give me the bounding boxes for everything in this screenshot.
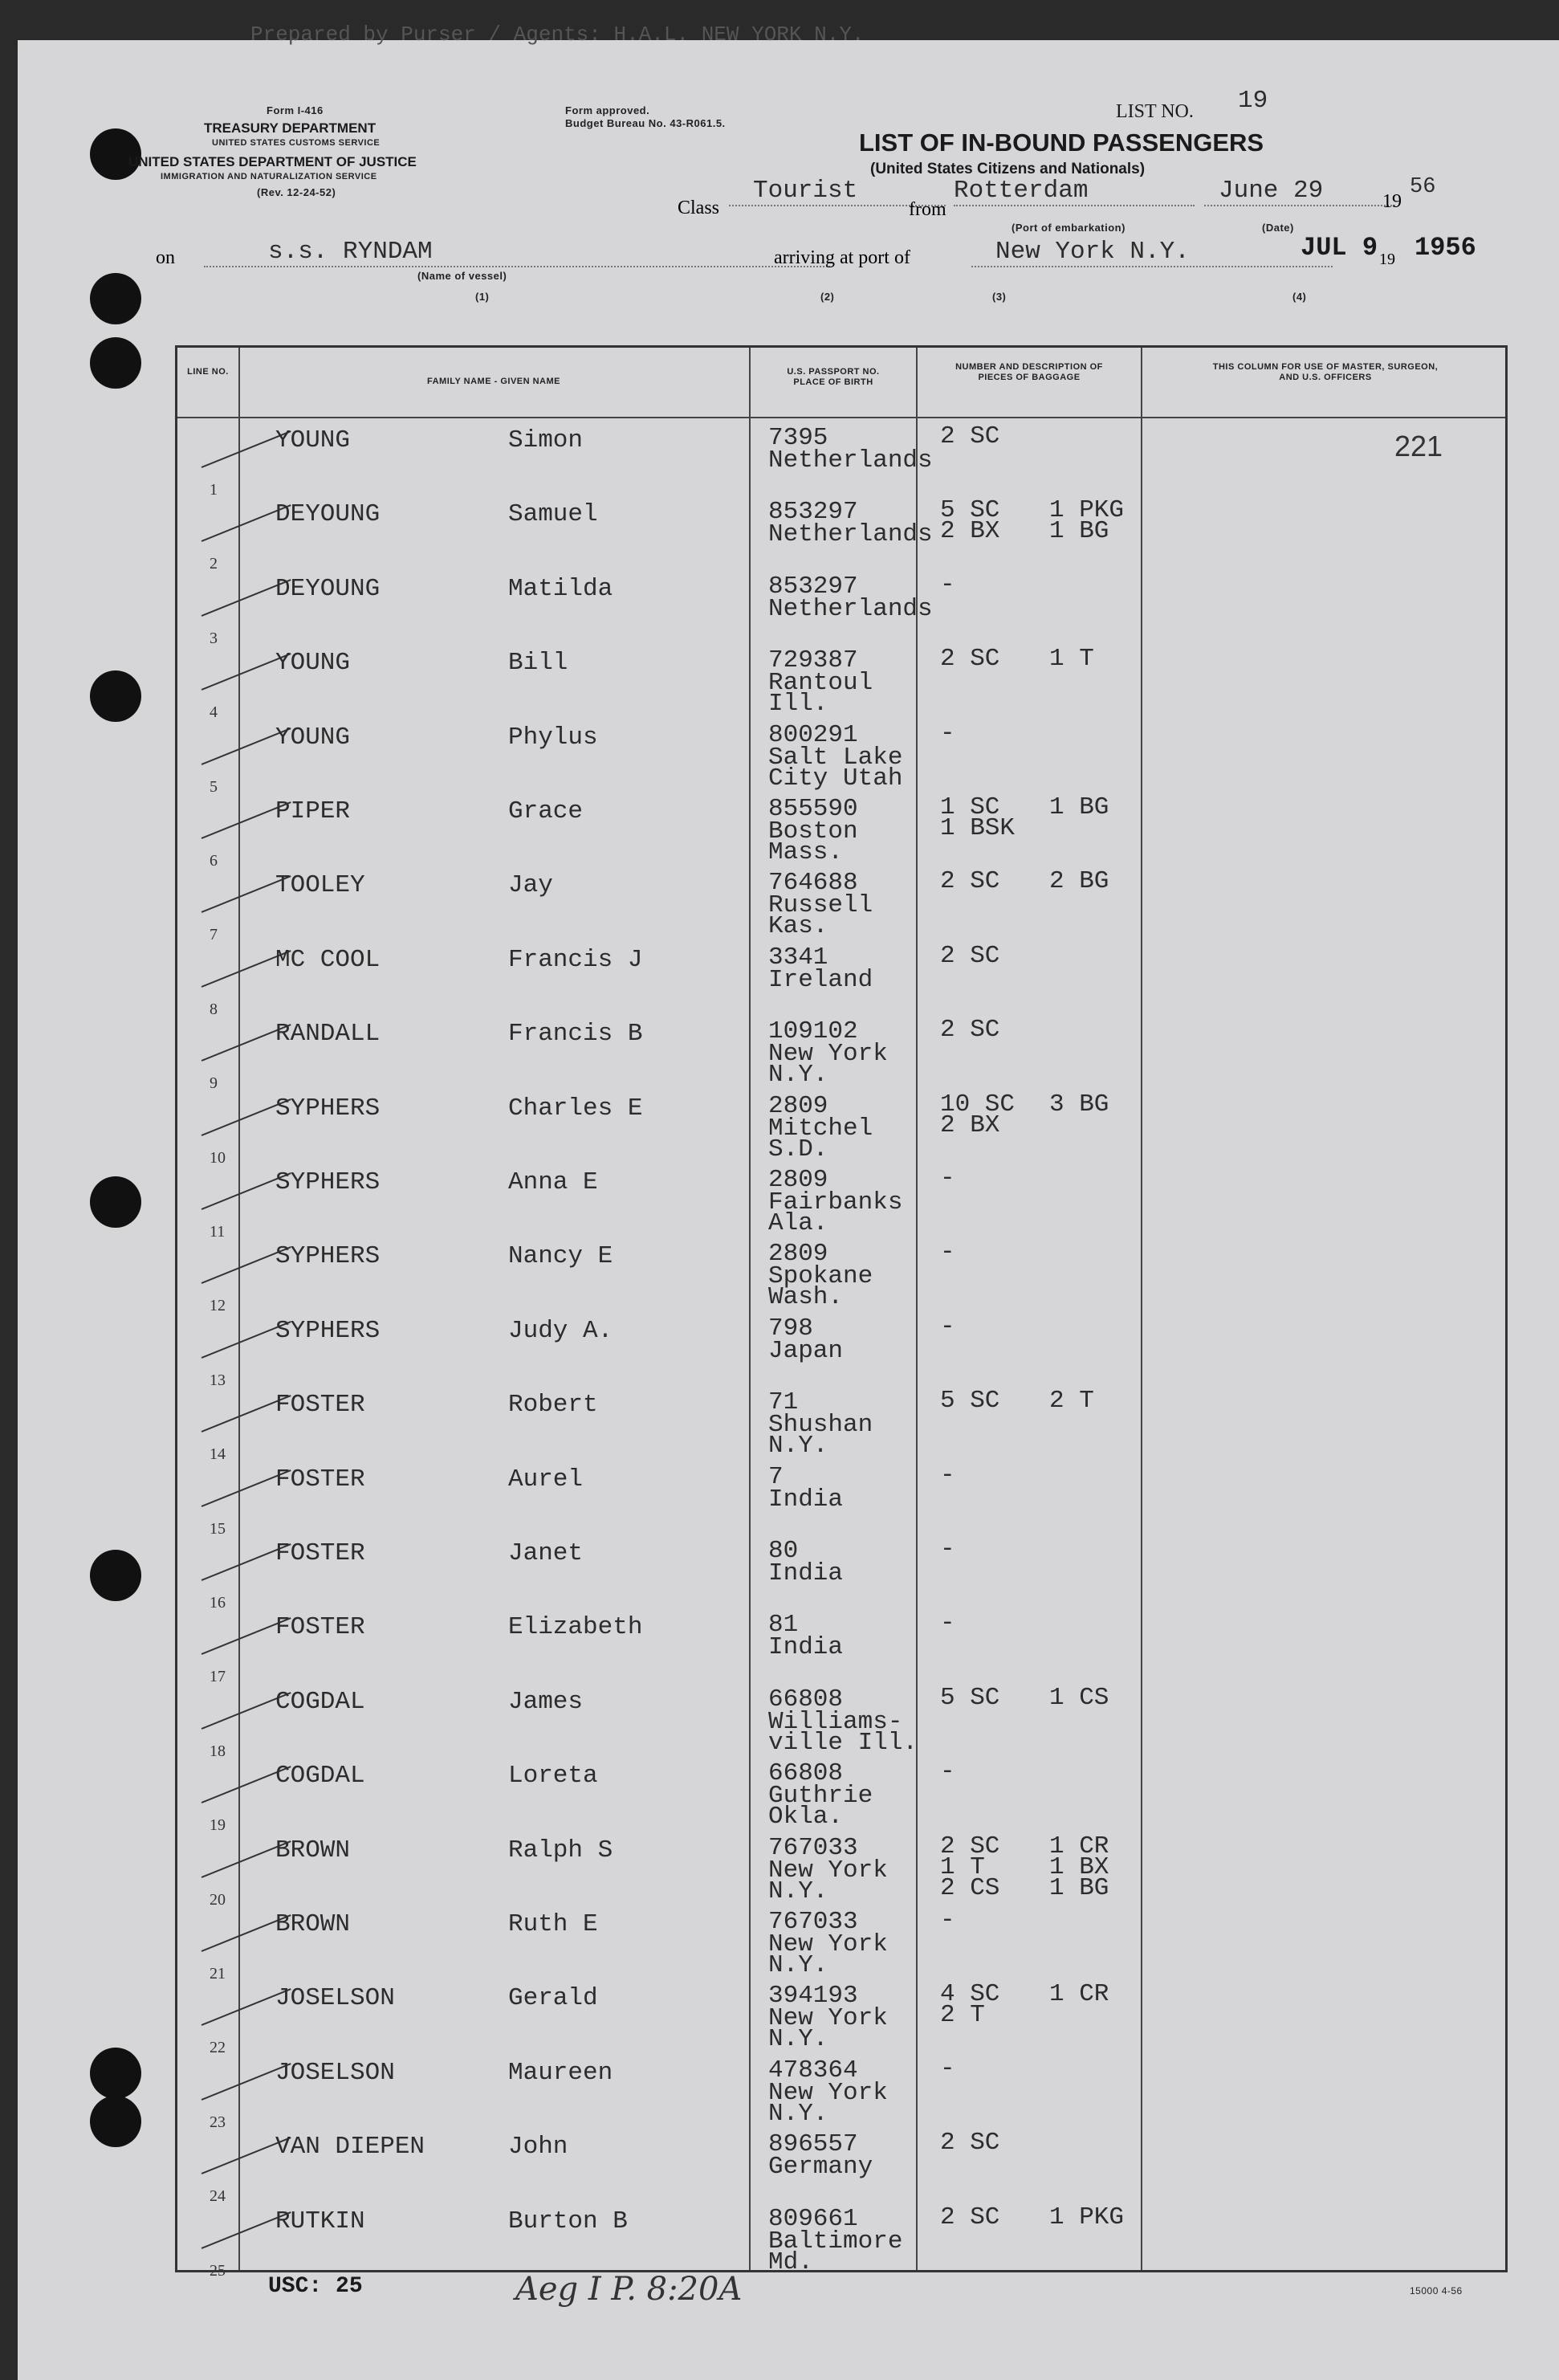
class-label: Class: [678, 198, 720, 218]
family-name: MC COOL: [275, 945, 381, 974]
passport-cell: [768, 646, 937, 719]
place-of-birth: New York N.Y.: [768, 2004, 888, 2054]
header-baggage: NUMBER AND DESCRIPTION OF PIECES OF BAGGAGE: [955, 362, 1103, 382]
passport-number: 729387: [768, 646, 858, 675]
given-name: Simon: [508, 426, 584, 454]
given-name: Janet: [508, 1539, 584, 1567]
baggage-count: -: [940, 1609, 955, 1638]
given-name: Aurel: [508, 1465, 584, 1494]
passport-cell: [768, 943, 937, 994]
passport-cell: [768, 1537, 937, 1587]
given-name: Phylus: [508, 723, 598, 752]
given-name: Ralph S: [508, 1836, 613, 1864]
table-row: [177, 1902, 1505, 1983]
given-name: John: [508, 2133, 568, 2162]
given-name: Nancy E: [508, 1242, 613, 1271]
arrival-year: 1956: [1414, 233, 1476, 263]
place-of-birth: Fairbanks Ala.: [768, 1188, 903, 1237]
baggage-count: 2 SC: [940, 941, 1000, 970]
col-num-3: (3): [992, 291, 1007, 303]
given-name: Samuel: [508, 500, 598, 529]
given-name: Charles E: [508, 1094, 643, 1123]
passport-number: 7395: [768, 424, 828, 452]
line-number: 25: [210, 2261, 226, 2280]
family-name: RUTKIN: [275, 2207, 365, 2235]
line-number: 1: [210, 481, 218, 499]
passport-cell: [768, 1017, 937, 1090]
on-label: on: [156, 247, 175, 268]
baggage-count: -: [940, 1906, 955, 1934]
passport-number: 855590: [768, 795, 858, 823]
list-no-label: LIST NO.: [1116, 101, 1194, 122]
family-name: FOSTER: [275, 1465, 365, 1494]
table-row: [177, 789, 1505, 870]
given-name: Ruth E: [508, 1910, 598, 1938]
passport-number: 66808: [768, 1685, 844, 1714]
passport-cell: [768, 1166, 937, 1237]
baggage-count: -: [940, 1164, 955, 1192]
passport-cell: [768, 869, 937, 941]
usc-count: USC: 25: [268, 2274, 363, 2299]
table-row: [177, 1234, 1505, 1315]
from-label: from: [909, 199, 946, 220]
family-name: DEYOUNG: [275, 574, 381, 603]
passport-number: 2809: [768, 1091, 828, 1120]
passport-number: 767033: [768, 1833, 858, 1862]
place-of-birth: Spokane Wash.: [768, 1262, 873, 1312]
place-of-birth: Boston Mass.: [768, 817, 858, 866]
line-number: 12: [210, 1297, 226, 1315]
family-name: FOSTER: [275, 1539, 365, 1567]
dept-name: TREASURY DEPARTMENT: [204, 120, 377, 136]
line-number: 2: [210, 555, 218, 573]
given-name: Matilda: [508, 574, 613, 603]
baggage-count: -: [940, 1758, 955, 1787]
given-name: Judy A.: [508, 1316, 613, 1345]
baggage-count: -: [940, 1461, 955, 1490]
passport-cell: [768, 498, 937, 549]
place-of-birth: Netherlands: [768, 520, 933, 549]
table-row: [177, 1383, 1505, 1464]
place-of-birth: New York N.Y.: [768, 1040, 888, 1090]
given-name: Francis B: [508, 1020, 643, 1049]
line-number: 10: [210, 1148, 226, 1167]
passport-number: 80: [768, 1537, 799, 1565]
baggage-count: 2 SC: [940, 2203, 1000, 2231]
port-embark-label: (Port of embarkation): [1012, 222, 1125, 234]
class-value: Tourist: [729, 177, 946, 206]
family-name: YOUNG: [275, 723, 351, 752]
line-number: 6: [210, 852, 218, 870]
place-of-birth: Williams-ville Ill.: [768, 1707, 918, 1757]
baggage-count: 2 SC: [940, 2129, 1000, 2158]
table-row: [177, 1457, 1505, 1538]
punch-hole: [90, 2048, 141, 2099]
passport-number: 767033: [768, 1908, 858, 1936]
family-name: PIPER: [275, 797, 351, 825]
baggage-count: 1 SC 1 BSK: [940, 793, 1016, 842]
given-name: Jay: [508, 871, 553, 900]
line-number: 4: [210, 703, 218, 722]
line-number: 24: [210, 2187, 226, 2206]
line-number: 13: [210, 1371, 226, 1389]
line-number: 17: [210, 1668, 226, 1686]
table-row: [177, 2051, 1505, 2131]
table-row: [177, 1309, 1505, 1389]
baggage-count: 10 SC 2 BX: [940, 1090, 1016, 1139]
passport-cell: [768, 572, 937, 623]
form-id: Form I-416: [267, 104, 324, 116]
given-name: James: [508, 1687, 584, 1716]
table-row: [177, 641, 1505, 722]
baggage-count-2: 2 T: [1049, 1387, 1094, 1416]
line-number: 14: [210, 1445, 226, 1464]
passport-number: 2809: [768, 1166, 828, 1194]
baggage-count: -: [940, 1312, 955, 1341]
passport-cell: [768, 424, 937, 475]
line-number: 3: [210, 629, 218, 647]
table-row: [177, 2125, 1505, 2206]
line-number: 19: [210, 1816, 226, 1835]
place-of-birth: New York N.Y.: [768, 1856, 888, 1905]
punch-hole: [90, 1550, 141, 1601]
punch-hole: [90, 1176, 141, 1228]
family-name: TOOLEY: [275, 871, 365, 900]
table-row: [177, 567, 1505, 647]
passport-cell: [768, 795, 937, 866]
arrival-date-stamp: JUL 9: [1301, 233, 1378, 263]
line-number: 20: [210, 1890, 226, 1909]
handwritten-annotation: Aeg I P. 8:20A: [515, 2271, 743, 2308]
passport-cell: [768, 1982, 937, 2054]
family-name: RANDALL: [275, 1020, 381, 1049]
baggage-count: -: [940, 2054, 955, 2083]
col-num-2: (2): [820, 291, 835, 303]
baggage-count: 5 SC: [940, 1683, 1000, 1712]
baggage-count: -: [940, 570, 955, 599]
passport-number: 764688: [768, 869, 858, 898]
baggage-count-2: 3 BG: [1049, 1090, 1109, 1119]
family-name: YOUNG: [275, 426, 351, 454]
passport-cell: [768, 1759, 937, 1832]
table-row: [177, 715, 1505, 796]
year-value: 56: [1410, 175, 1436, 199]
passport-number: 853297: [768, 498, 858, 527]
given-name: Loreta: [508, 1762, 598, 1791]
passport-cell: [768, 1462, 937, 1514]
passport-number: 798: [768, 1314, 813, 1343]
baggage-count: 2 SC: [940, 422, 1000, 450]
place-of-birth: India: [768, 1485, 844, 1514]
family-name: VAN DIEPEN: [275, 2133, 425, 2162]
baggage-count-2: 2 BG: [1049, 867, 1109, 896]
passport-cell: [768, 720, 937, 793]
line-number: 5: [210, 777, 218, 796]
passport-number: 896557: [768, 2130, 858, 2159]
family-name: JOSELSON: [275, 1984, 395, 2013]
family-name: COGDAL: [275, 1687, 365, 1716]
line-number: 9: [210, 1074, 218, 1093]
baggage-count: -: [940, 719, 955, 748]
table-row: [177, 1680, 1505, 1760]
baggage-count-2: 1 CR: [1049, 1980, 1109, 2009]
place-of-birth: New York N.Y.: [768, 2078, 888, 2128]
place-of-birth: New York N.Y.: [768, 1930, 888, 1979]
baggage-count-2: 1 PKG 1 BG: [1049, 496, 1125, 546]
line-number: 22: [210, 2039, 226, 2057]
form-approved: Form approved.: [565, 104, 650, 116]
baggage-count: -: [940, 1535, 955, 1563]
baggage-count: 5 SC: [940, 1387, 1000, 1416]
given-name: Bill: [508, 649, 568, 678]
given-name: Francis J: [508, 945, 643, 974]
passport-cell: [768, 1611, 937, 1662]
family-name: COGDAL: [275, 1762, 365, 1791]
place-of-birth: Russell Kas.: [768, 891, 873, 941]
header-line-no: LINE NO.: [187, 367, 229, 377]
line-number: 8: [210, 1000, 218, 1018]
place-of-birth: Mitchel S.D.: [768, 1114, 873, 1164]
passport-number: 809661: [768, 2204, 858, 2233]
passport-number: 66808: [768, 1759, 844, 1788]
given-name: Grace: [508, 797, 584, 825]
date-label: (Date): [1262, 222, 1294, 234]
passport-cell: [768, 2130, 937, 2182]
table-row: [177, 418, 1505, 499]
place-of-birth: India: [768, 1559, 844, 1587]
place-of-birth: Netherlands: [768, 594, 933, 623]
place-of-birth: Germany: [768, 2153, 873, 2182]
passport-number: 81: [768, 1611, 799, 1640]
baggage-count: 2 SC: [940, 645, 1000, 674]
service-name: UNITED STATES CUSTOMS SERVICE: [212, 138, 381, 148]
baggage-count: -: [940, 1238, 955, 1267]
given-name: Elizabeth: [508, 1613, 643, 1642]
passport-cell: [768, 2056, 937, 2128]
given-name: Burton B: [508, 2207, 628, 2235]
family-name: JOSELSON: [275, 2058, 395, 2087]
vessel-label: (Name of vessel): [417, 270, 507, 282]
document-page: [18, 22, 1559, 2380]
line-number: 7: [210, 926, 218, 944]
baggage-count-2: 1 CR 1 BX 1 BG: [1049, 1832, 1109, 1902]
passport-cell: [768, 1091, 937, 1164]
baggage-count: 5 SC 2 BX: [940, 496, 1000, 546]
arriving-label: arriving at port of: [774, 247, 910, 268]
passport-number: 853297: [768, 572, 858, 601]
baggage-count: 2 SC 1 T 2 CS: [940, 1832, 1000, 1902]
place-of-birth: Guthrie Okla.: [768, 1782, 873, 1832]
list-no-value: 19: [1238, 87, 1268, 115]
line-number: 23: [210, 2113, 226, 2131]
budget-bureau: Budget Bureau No. 43-R061.5.: [565, 117, 726, 129]
revision-date: (Rev. 12-24-52): [257, 186, 336, 198]
passport-number: 478364: [768, 2056, 858, 2085]
table-row: [177, 1012, 1505, 1093]
passport-number: 2809: [768, 1240, 828, 1269]
place-of-birth: India: [768, 1633, 844, 1662]
line-number: 15: [210, 1519, 226, 1538]
given-name: Anna E: [508, 1168, 598, 1196]
family-name: BROWN: [275, 1910, 351, 1938]
given-name: Gerald: [508, 1984, 598, 2013]
baggage-count: 2 SC: [940, 867, 1000, 896]
given-name: Maureen: [508, 2058, 613, 2087]
passport-cell: [768, 2204, 937, 2276]
table-row: [177, 1976, 1505, 2057]
page-subtitle: (United States Citizens and Nationals): [870, 161, 1146, 177]
table-row: [177, 863, 1505, 944]
arrival-year-prefix: 19: [1379, 251, 1395, 268]
passport-number: 3341: [768, 943, 828, 972]
family-name: DEYOUNG: [275, 500, 381, 529]
col-num-1: (1): [475, 291, 490, 303]
vessel-name: s.s. RYNDAM: [204, 238, 830, 267]
col-num-4: (4): [1292, 291, 1307, 303]
page-title: LIST OF IN-BOUND PASSENGERS: [859, 128, 1264, 157]
family-name: SYPHERS: [275, 1316, 381, 1345]
passport-cell: [768, 1388, 937, 1461]
place-of-birth: Netherlands: [768, 446, 933, 475]
baggage-count: 4 SC 2 T: [940, 1980, 1000, 2030]
table-row: [177, 492, 1505, 573]
passport-cell: [768, 1908, 937, 1979]
family-name: FOSTER: [275, 1613, 365, 1642]
family-name: SYPHERS: [275, 1168, 381, 1196]
table-row: [177, 1160, 1505, 1241]
place-of-birth: Rantoul Ill.: [768, 669, 873, 719]
table-row: [177, 2199, 1505, 2280]
header-officers: THIS COLUMN FOR USE OF MASTER, SURGEON, AND U.S. OFFICERS: [1212, 362, 1439, 382]
table-row: [177, 1605, 1505, 1686]
header-name: FAMILY NAME - GIVEN NAME: [426, 377, 561, 386]
place-of-birth: Shushan N.Y.: [768, 1411, 873, 1461]
family-name: SYPHERS: [275, 1242, 381, 1271]
footer-code: 15000 4-56: [1410, 2285, 1463, 2296]
dept2-name: UNITED STATES DEPARTMENT OF JUSTICE: [128, 154, 417, 169]
baggage-count-2: 1 BG: [1049, 793, 1109, 821]
date-value: June 29: [1204, 177, 1395, 206]
table-row: [177, 1086, 1505, 1167]
passport-number: 109102: [768, 1017, 858, 1046]
given-name: Robert: [508, 1391, 598, 1420]
punch-hole: [90, 273, 141, 324]
passport-cell: [768, 1314, 937, 1365]
baggage-count-2: 1 PKG: [1049, 2203, 1125, 2231]
header-passport: U.S. PASSPORT NO. PLACE OF BIRTH: [787, 367, 880, 387]
baggage-count: 2 SC: [940, 1016, 1000, 1045]
year-prefix: 19: [1382, 191, 1402, 212]
punch-hole: [90, 670, 141, 722]
family-name: FOSTER: [275, 1391, 365, 1420]
service2-name: IMMIGRATION AND NATURALIZATION SERVICE: [161, 172, 377, 181]
prepared-by-text: Prepared by Purser / Agents: H.A.L. NEW YORK N.Y.: [250, 22, 865, 47]
table-row: [177, 1754, 1505, 1835]
line-number: 18: [210, 1742, 226, 1760]
passport-number: 800291: [768, 720, 858, 749]
baggage-count-2: 1 CS: [1049, 1683, 1109, 1712]
passport-number: 394193: [768, 1982, 858, 2011]
passport-cell: [768, 1833, 937, 1905]
place-of-birth: Ireland: [768, 965, 873, 994]
family-name: BROWN: [275, 1836, 351, 1864]
baggage-count-2: 1 T: [1049, 645, 1094, 674]
passport-number: 71: [768, 1388, 799, 1417]
table-row: [177, 938, 1505, 1018]
passport-number: 7: [768, 1462, 784, 1491]
punch-hole: [90, 337, 141, 389]
passenger-table: [175, 345, 1508, 2280]
line-number: 16: [210, 1594, 226, 1612]
place-of-birth: Baltimore Md.: [768, 2227, 903, 2276]
line-number: 11: [210, 1223, 226, 1241]
from-value: Rotterdam: [954, 177, 1195, 206]
table-row: [177, 1828, 1505, 1909]
place-of-birth: Salt Lake City Utah: [768, 743, 903, 793]
family-name: YOUNG: [275, 649, 351, 678]
passport-cell: [768, 1240, 937, 1312]
table-row: [177, 1531, 1505, 1612]
page-number: 221: [1394, 430, 1443, 463]
place-of-birth: Japan: [768, 1336, 844, 1365]
passport-cell: [768, 1685, 937, 1757]
line-number: 21: [210, 1965, 226, 1983]
family-name: SYPHERS: [275, 1094, 381, 1123]
punch-hole: [90, 2096, 141, 2147]
arrival-port: New York N.Y.: [971, 238, 1333, 267]
